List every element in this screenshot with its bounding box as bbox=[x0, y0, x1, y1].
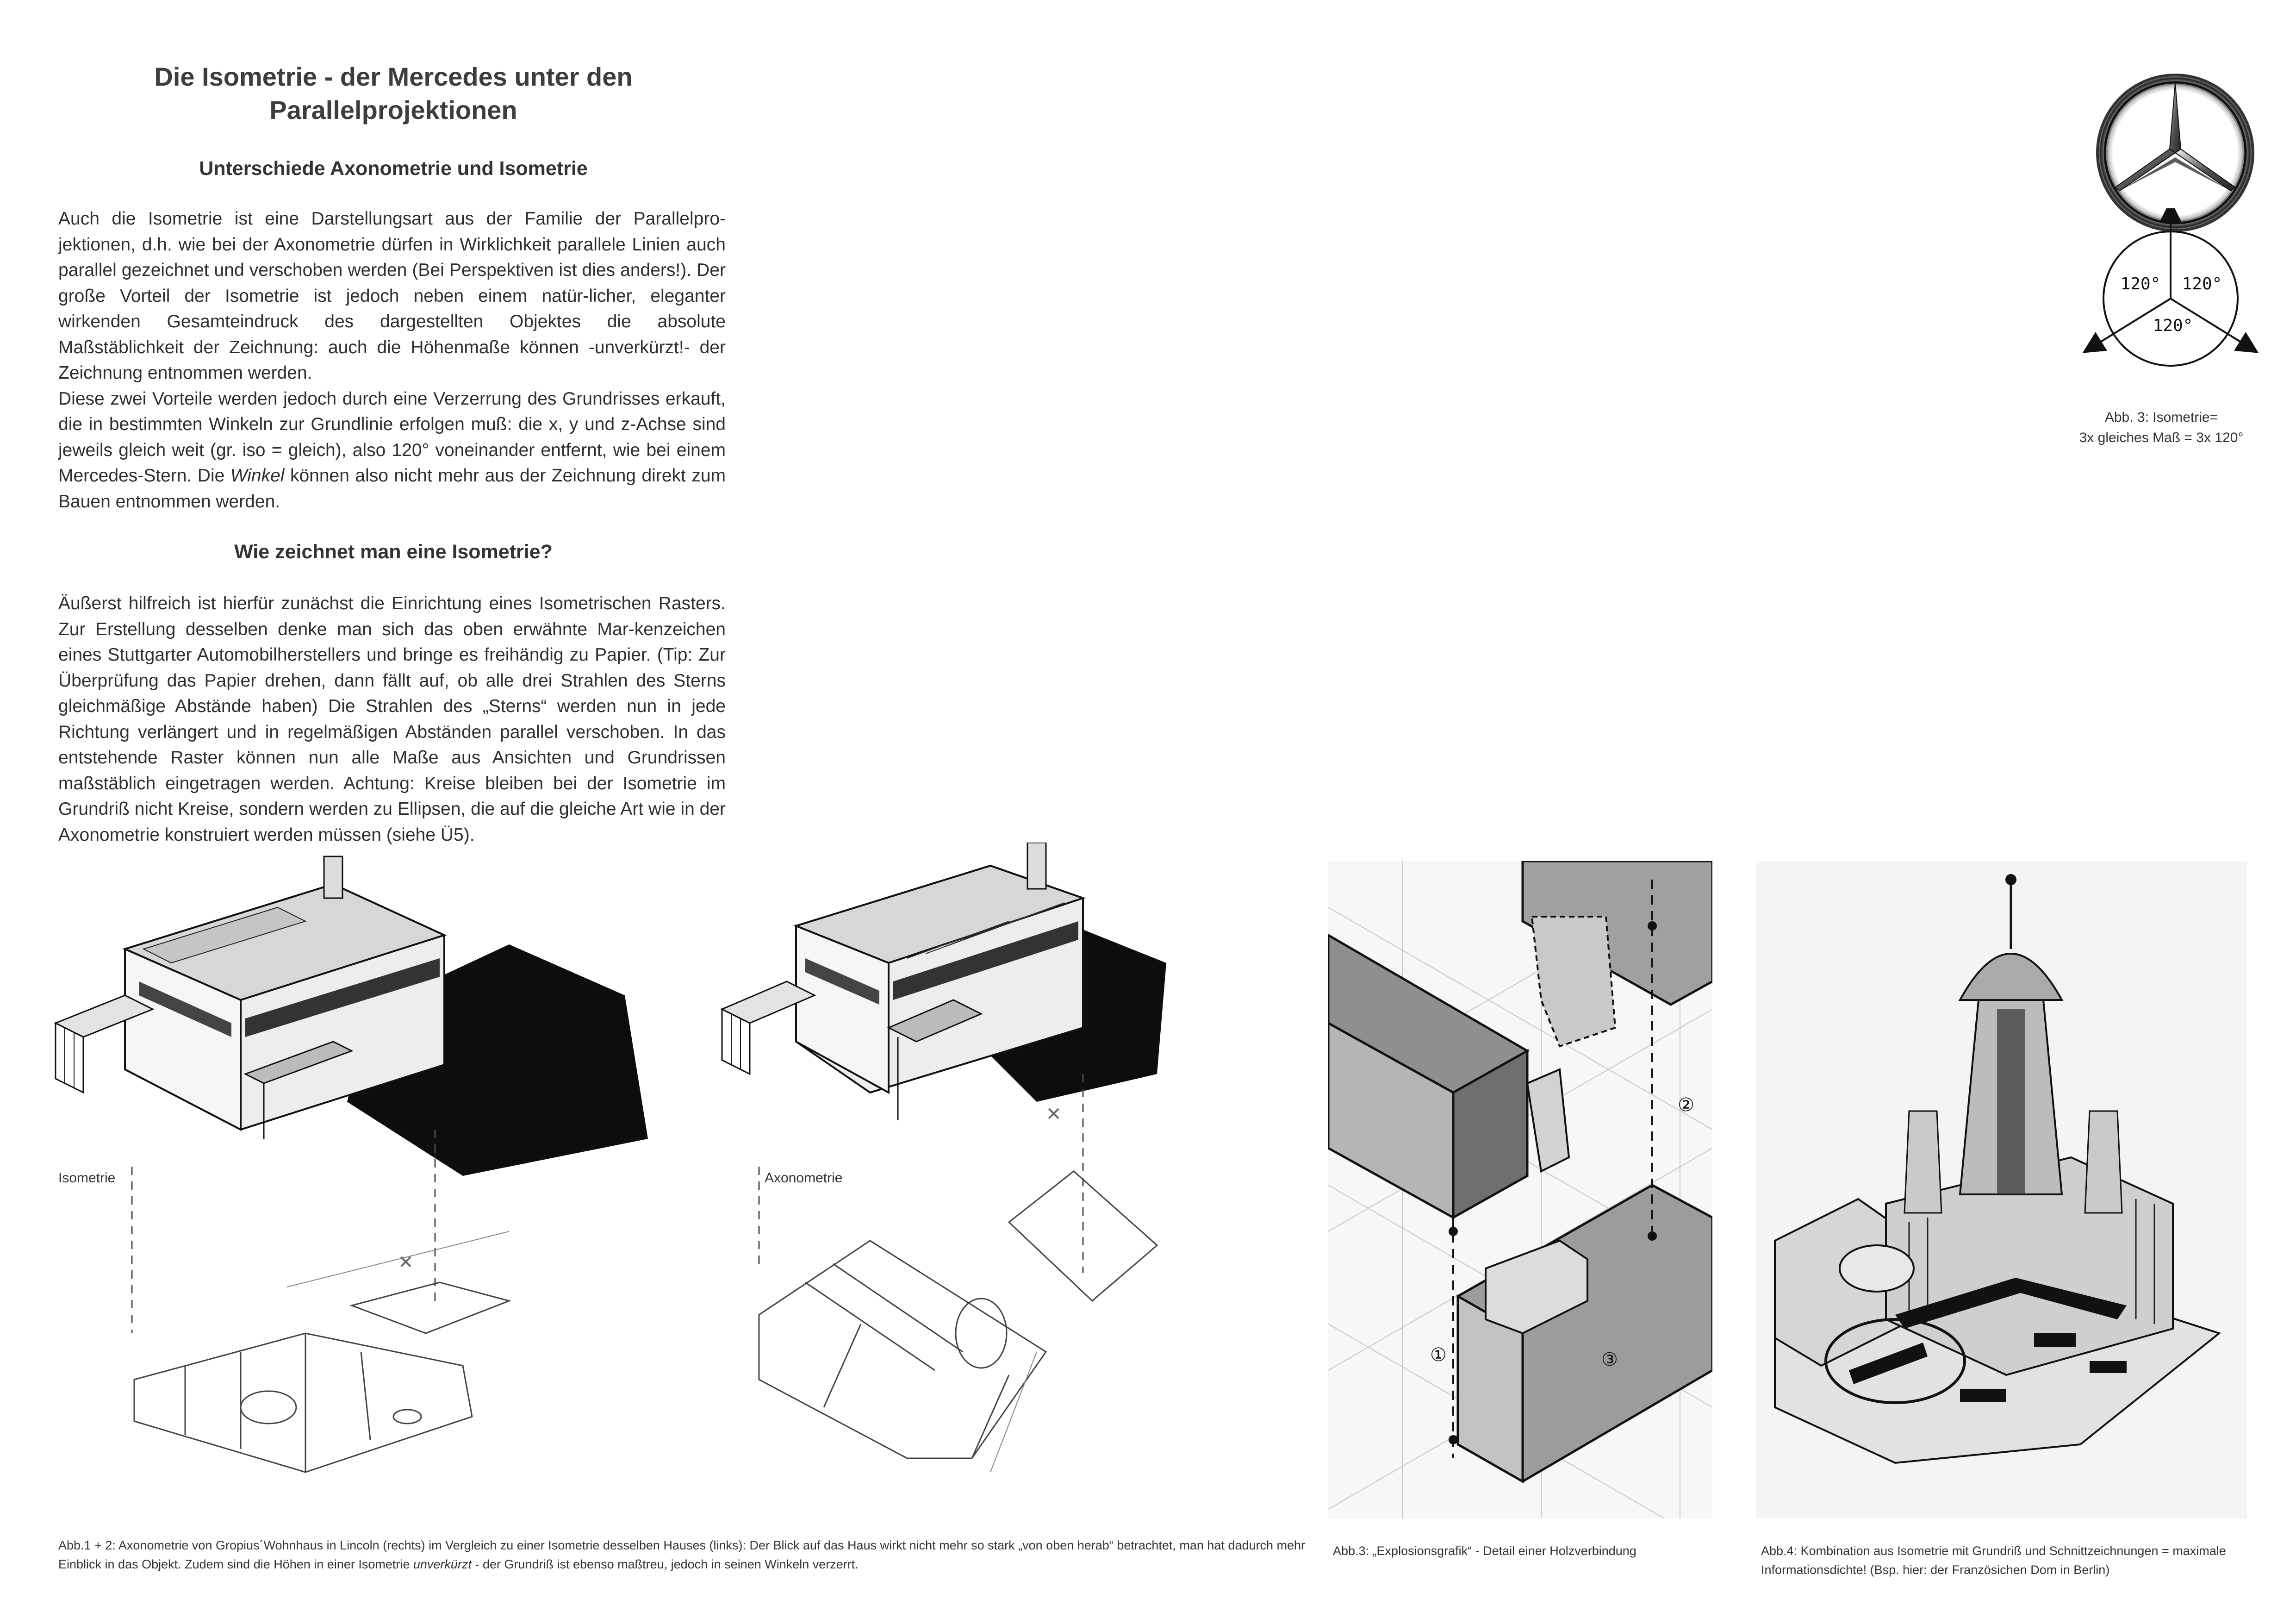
angle-label-left: 120° bbox=[2120, 275, 2161, 294]
figure-label-isometrie: Isometrie bbox=[58, 1170, 116, 1186]
section-heading-wie: Wie zeichnet man eine Isometrie? bbox=[234, 541, 553, 563]
page-title-line1: Die Isometrie - der Mercedes unter den bbox=[154, 62, 633, 91]
caption-abb4: Abb.4: Kombination aus Isometrie mit Grundriß und Schnittzeichnungen = maximale Informationsdichte! (Bsp. hier: der Französichen Dom in Berlin) bbox=[1761, 1544, 2226, 1577]
paragraph-unterschiede-italic: Winkel bbox=[230, 466, 285, 486]
angle-label-bottom: 120° bbox=[2153, 316, 2193, 335]
diagram-caption bbox=[2046, 407, 2277, 448]
paragraph-unterschiede-part2-before: Diese zwei Vorteile werden jedoch durch eine Verzerrung des Grundrisses erkauft, die in bestimmten Winkeln zur Grundlinie erfolgen muß: die x, y und z-Achse sind jeweils gleich weit (gr. iso = gleich), also 120° voneinander entfernt, wie bei einem Mercedes-Stern. Die bbox=[58, 388, 726, 486]
paragraph-unterschiede-part2-after: können also nicht mehr aus der Zeichnung direkt zum Bauen entnommen werden. bbox=[58, 466, 726, 512]
isometric-floor-plan bbox=[134, 1282, 509, 1472]
paragraph-unterschiede-part1: Auch die Isometrie ist eine Darstellungsart aus der Familie der Parallelpro-jektionen, d.h. wie bei der Axonometrie dürfen in Wirklichkeit parallele Linien auch parallel gezeichnet und verschoben werden (Bei Perspektiven ist dies anders!). Der große Vorteil der Isometrie ist jedoch neben einem natür-licher, eleganter wirkenden Gesamteindruck des dargestellten Objektes die absolute Maßstäblichkeit der Zeichnung: auch die Höhenmaße können -unverkürzt!- der Zeichnung entnommen werden. bbox=[58, 209, 726, 383]
explosion-marker-3: ③ bbox=[1601, 1349, 1618, 1370]
caption-abb1-italic: unverkürzt bbox=[413, 1557, 472, 1571]
svg-text:✕: ✕ bbox=[1046, 1104, 1062, 1125]
cathedral-cutaway-drawing bbox=[1756, 861, 2247, 1518]
svg-text:✕: ✕ bbox=[398, 1252, 414, 1273]
figure-label-axonometrie: Axonometrie bbox=[765, 1170, 843, 1186]
post-top bbox=[1523, 861, 1712, 1046]
beam-lower bbox=[1458, 1185, 1712, 1481]
caption-abb1-part2: - der Grundriß ist ebenso maßtreu, jedoch in seinen Winkeln verzerrt. bbox=[471, 1557, 859, 1571]
beam-left bbox=[1328, 935, 1527, 1218]
diagram-caption-line1: Abb. 3: Isometrie= bbox=[2104, 410, 2218, 425]
page-title-line2: Parallelprojektionen bbox=[269, 95, 517, 125]
caption-abb3: Abb.3: „Explosionsgrafik“ - Detail einer Holzverbindung bbox=[1333, 1544, 1636, 1558]
axonometric-floor-plan bbox=[759, 1171, 1157, 1458]
section-body-unterschiede bbox=[58, 206, 726, 514]
caption-abb1-part1: Abb.1 + 2: Axonometrie von Gropius´Wohnhaus in Lincoln (rechts) im Vergleich zu einer Isometrie desselben Hauses (links): Der Blick auf das Haus wirkt nicht mehr so stark „von oben herab“ betrachtet, man hat dadurch mehr Einblick in das Objekt. Zudem sind die Höhen in einer Isometrie bbox=[58, 1538, 1306, 1571]
isometric-house-drawing bbox=[46, 843, 694, 1491]
paragraph-unterschiede-part2 bbox=[58, 389, 726, 512]
caption-abb1-2 bbox=[58, 1536, 1326, 1574]
cathedral-dome bbox=[1960, 954, 2062, 1000]
section-heading-unterschiede: Unterschiede Axonometrie und Isometrie bbox=[199, 157, 588, 180]
explosion-marker-1: ① bbox=[1430, 1344, 1447, 1366]
isometric-angle-diagram bbox=[2078, 208, 2263, 370]
exploded-wood-joint-drawing bbox=[1328, 861, 1712, 1518]
axonometric-house-drawing bbox=[713, 843, 1342, 1491]
page-title bbox=[51, 60, 736, 127]
explosion-marker-2: ② bbox=[1678, 1094, 1694, 1116]
paragraph-wie: Äußerst hilfreich ist hierfür zunächst die Einrichtung eines Isometrischen Rasters. Zur Erstellung desselben denke man sich das oben erwähnte Mar-kenzeichen eines Stuttgarter Automobilherstellers und bringe es freihändig zu Papier. (Tip: Zur Überprüfung das Papier drehen, dann fällt auf, ob alle drei Strahlen des Sterns gleichmäßige Abstände haben) Die Strahlen des „Sterns“ werden nun in jede Richtung verlängert und in regelmäßigen Abständen parallel verschoben. In das entstehende Raster können nun alle Maße aus Ansichten und Grundrissen maßstäblich eingetragen werden. Achtung: Kreise bleiben bei der Isometrie im Grundriß nicht Kreise, sondern werden zu Ellipsen, die auf die gleiche Art wie in der Axonometrie konstruiert werden müssen (siehe Ü5). bbox=[58, 593, 726, 845]
diagram-caption-line2: 3x gleiches Maß = 3x 120° bbox=[2079, 430, 2244, 445]
angle-label-right: 120° bbox=[2182, 275, 2222, 294]
